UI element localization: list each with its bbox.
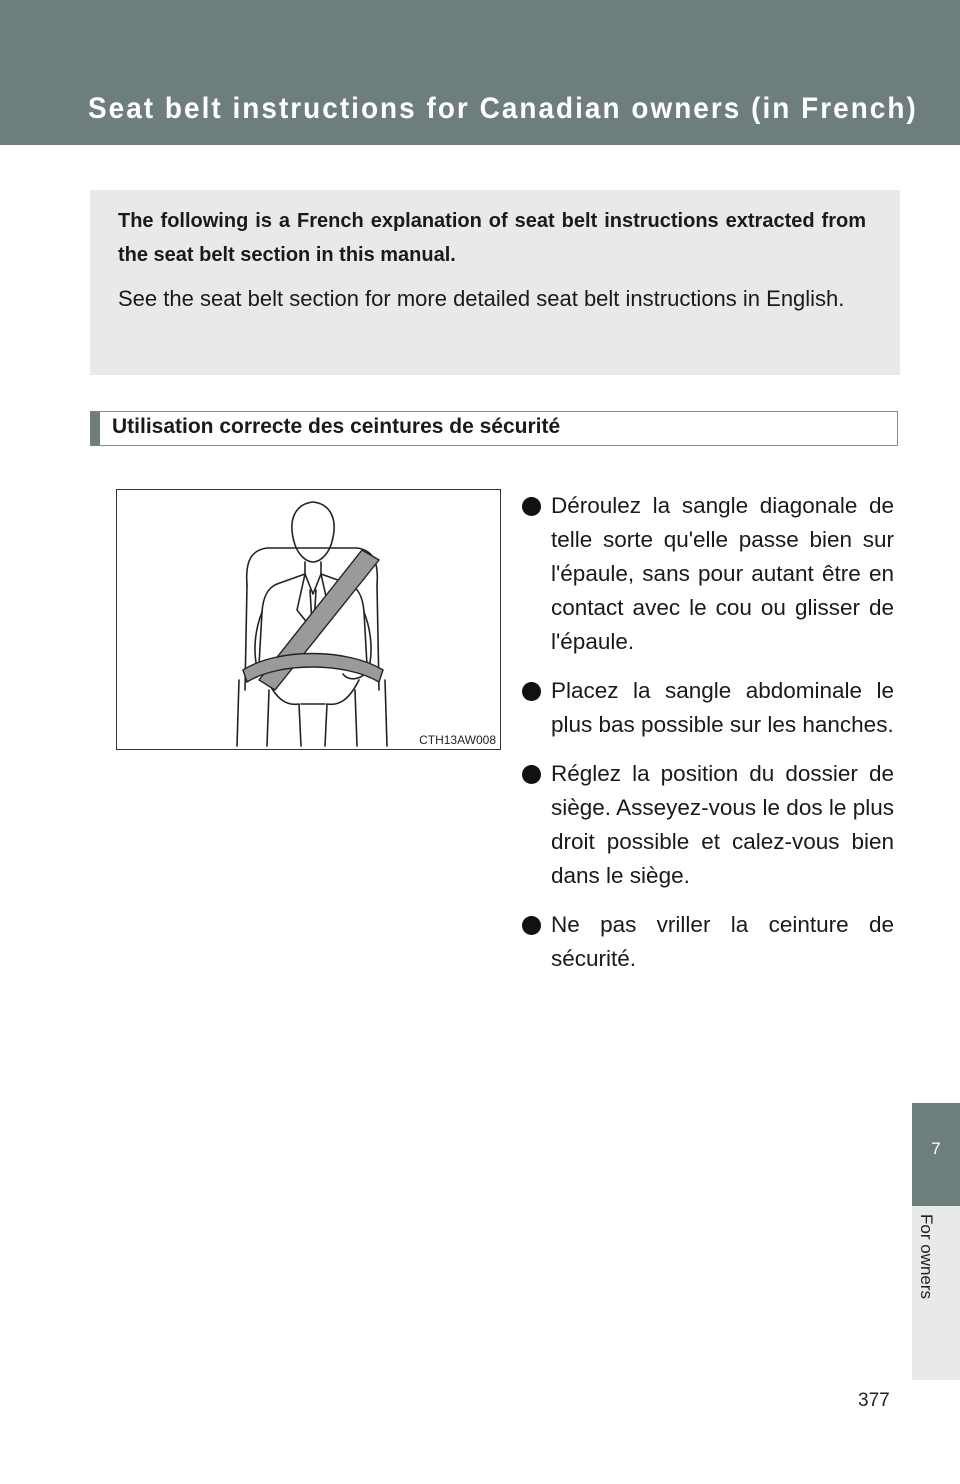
illustration-code: CTH13AW008 xyxy=(419,733,496,747)
bullet-icon xyxy=(522,682,541,701)
bullet-text: Déroulez la sangle diagonale de telle sorte qu'elle passe bien sur l'épaule, sans pour autant être en contact avec le cou ou glisser de l'épaule. xyxy=(551,493,894,654)
bullet-text: Placez la sangle abdominale le plus bas possible sur les hanches. xyxy=(551,678,894,737)
chapter-label xyxy=(916,1214,936,1299)
list-item xyxy=(520,674,894,742)
page-title: Seat belt instructions for Canadian owners (in French) xyxy=(88,92,918,125)
seated-person-drawing xyxy=(117,490,499,748)
chapter-number: 7 xyxy=(931,1139,941,1158)
bullet-icon xyxy=(522,497,541,516)
bullet-list xyxy=(520,489,894,991)
chapter-tab xyxy=(912,1103,960,1206)
intro-box xyxy=(90,190,900,375)
page-number: 377 xyxy=(858,1390,890,1411)
bullet-text: Réglez la position du dossier de siège. Asseyez-vous le dos le plus droit possible et calez-vous bien dans le siège. xyxy=(551,761,894,888)
list-item xyxy=(520,908,894,976)
chapter-label-text: For owners xyxy=(917,1214,936,1300)
bullet-icon xyxy=(522,916,541,935)
intro-bold-text: The following is a French explanation of seat belt instructions extracted from the seat belt section in this manual. xyxy=(118,210,866,266)
list-item xyxy=(520,757,894,893)
bullet-text: Ne pas vriller la ceinture de sécurité. xyxy=(551,912,894,971)
seat-belt-illustration xyxy=(116,489,501,750)
section-title: Utilisation correcte des ceintures de sécurité xyxy=(112,415,561,438)
list-item xyxy=(520,489,894,659)
section-header xyxy=(90,411,898,446)
bullet-icon xyxy=(522,765,541,784)
intro-regular-text: See the seat belt section for more detailed seat belt instructions in English. xyxy=(118,286,845,311)
chapter-tab-strip xyxy=(912,1206,960,1380)
